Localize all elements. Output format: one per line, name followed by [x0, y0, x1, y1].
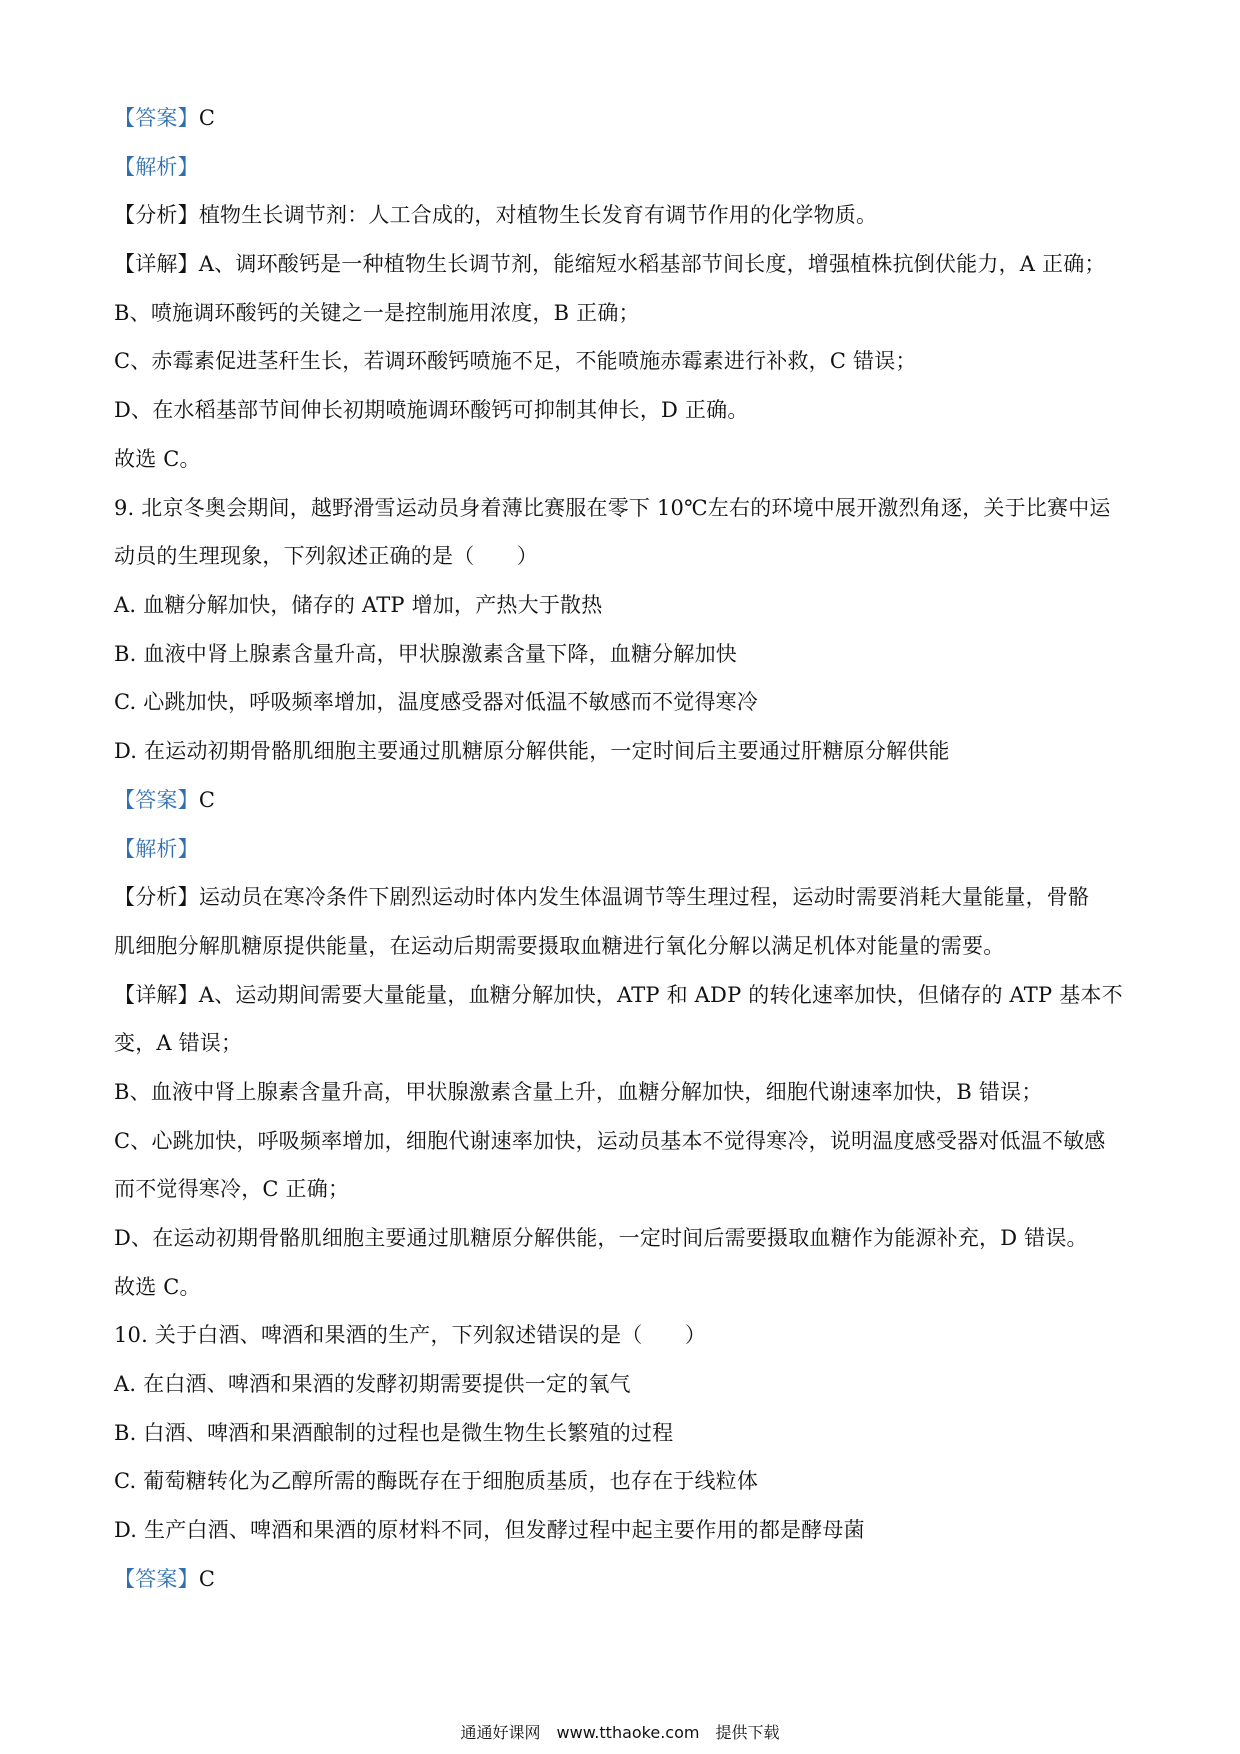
answer-tag: 【答案】	[114, 788, 199, 812]
page-footer: 通通好课网 www.tthaoke.com 提供下载	[460, 1723, 780, 1742]
detail-line-9a-cont: 变，A 错误；	[114, 1031, 243, 1055]
analysis-fenxi-9a	[114, 882, 1134, 912]
analysis-heading-9	[114, 834, 1134, 864]
question-9-option-c: C. 心跳加快，呼吸频率增加，温度感受器对低温不敏感而不觉得寒冷	[114, 690, 759, 714]
analysis-heading-8	[114, 152, 1134, 182]
detail-line-8d: D、在水稻基部节间伸长初期喷施调环酸钙可抑制其伸长，D 正确。	[114, 398, 749, 422]
answer-value: C	[198, 1567, 216, 1591]
question-10-option-a: A. 在白酒、啤酒和果酒的发酵初期需要提供一定的氧气	[114, 1372, 631, 1396]
detail-tag: 【详解】	[114, 252, 199, 276]
analysis-tag: 【解析】	[114, 155, 199, 179]
analysis-tag: 【解析】	[114, 837, 199, 861]
conclusion-8: 故选 C。	[114, 447, 201, 471]
analysis-fenxi-9b: 肌细胞分解肌糖原提供能量，在运动后期需要摄取血糖进行氧化分解以满足机体对能量的需要。	[114, 934, 1005, 958]
answer-value: C	[198, 788, 216, 812]
answer-line-9	[114, 785, 1134, 815]
fenxi-text: 运动员在寒冷条件下剧烈运动时体内发生体温调节等生理过程，运动时需要消耗大量能量，骨骼	[198, 885, 1090, 909]
question-10-stem: 10. 关于白酒、啤酒和果酒的生产，下列叙述错误的是（ ）	[114, 1323, 707, 1347]
answer-tag: 【答案】	[114, 1567, 199, 1591]
fenxi-tag: 【分析】	[114, 203, 199, 227]
detail-tag: 【详解】	[114, 983, 199, 1007]
answer-value: C	[198, 106, 216, 130]
detail-line-8c: C、赤霉素促进茎秆生长，若调环酸钙喷施不足，不能喷施赤霉素进行补救，C 错误；	[114, 349, 917, 373]
question-10-option-c: C. 葡萄糖转化为乙醇所需的酶既存在于细胞质基质，也存在于线粒体	[114, 1469, 759, 1493]
question-9-option-d: D. 在运动初期骨骼肌细胞主要通过肌糖原分解供能，一定时间后主要通过肝糖原分解供能	[114, 739, 950, 763]
detail-line-9a	[114, 980, 1134, 1010]
detail-line-9d: D、在运动初期骨骼肌细胞主要通过肌糖原分解供能，一定时间后需要摄取血糖作为能源补充，D 错误。	[114, 1226, 1088, 1250]
question-9-option-a: A. 血糖分解加快，储存的 ATP 增加，产热大于散热	[114, 593, 603, 617]
fenxi-text: 植物生长调节剂：人工合成的，对植物生长发育有调节作用的化学物质。	[198, 203, 878, 227]
analysis-fenxi-8	[114, 200, 1134, 230]
answer-line-10	[114, 1564, 1134, 1594]
answer-tag: 【答案】	[114, 106, 199, 130]
detail-text: A、运动期间需要大量能量，血糖分解加快，ATP 和 ADP 的转化速率加快，但储存的 ATP 基本不	[198, 983, 1123, 1007]
detail-line-8a	[114, 249, 1134, 279]
answer-line-8	[114, 103, 1134, 133]
question-9-option-b: B. 血液中肾上腺素含量升高，甲状腺激素含量下降，血糖分解加快	[114, 642, 737, 666]
detail-line-9b: B、血液中肾上腺素含量升高，甲状腺激素含量上升，血糖分解加快，细胞代谢速率加快，B 错误；	[114, 1080, 1043, 1104]
question-9-stem-2: 动员的生理现象，下列叙述正确的是（ ）	[114, 544, 538, 568]
detail-text: A、调环酸钙是一种植物生长调节剂，能缩短水稻基部节间长度，增强植株抗倒伏能力，A 正确；	[198, 252, 1106, 276]
detail-line-9c-cont: 而不觉得寒冷，C 正确；	[114, 1177, 350, 1201]
detail-line-9c: C、心跳加快，呼吸频率增加，细胞代谢速率加快，运动员基本不觉得寒冷，说明温度感受器对低温不敏感	[114, 1129, 1106, 1153]
question-10-option-d: D. 生产白酒、啤酒和果酒的原材料不同，但发酵过程中起主要作用的都是酵母菌	[114, 1518, 865, 1542]
fenxi-tag: 【分析】	[114, 885, 199, 909]
question-10-option-b: B. 白酒、啤酒和果酒酿制的过程也是微生物生长繁殖的过程	[114, 1421, 674, 1445]
conclusion-9: 故选 C。	[114, 1275, 201, 1299]
detail-line-8b: B、喷施调环酸钙的关键之一是控制施用浓度，B 正确；	[114, 301, 640, 325]
question-9-stem-1: 9. 北京冬奥会期间，越野滑雪运动员身着薄比赛服在零下 10℃左右的环境中展开激烈角逐，关于比赛中运	[114, 496, 1111, 520]
